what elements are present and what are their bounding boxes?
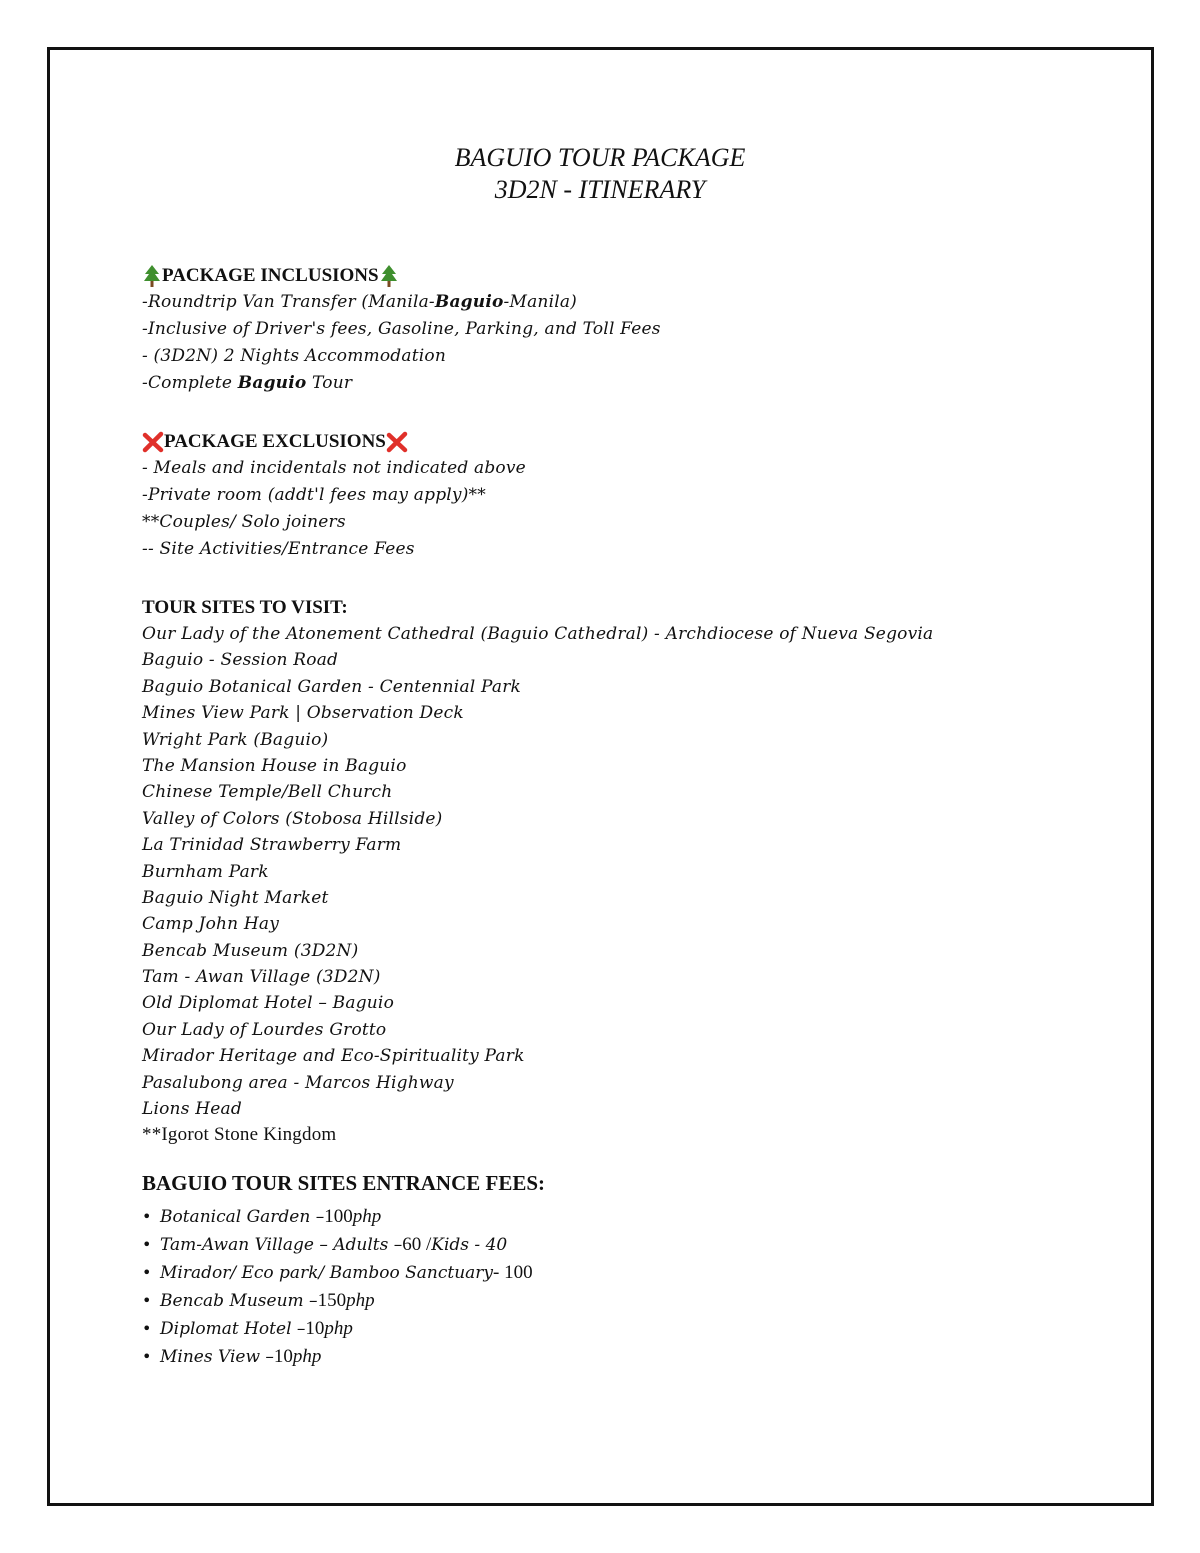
- list-item: - (3D2N) 2 Nights Accommodation: [142, 346, 446, 366]
- bullet-icon: •: [142, 1207, 152, 1226]
- bullet-icon: •: [142, 1291, 152, 1310]
- list-item: **Couples/ Solo joiners: [142, 512, 346, 532]
- list-item: Lions Head: [142, 1099, 242, 1120]
- list-item: - Meals and incidentals not indicated above: [142, 458, 526, 478]
- list-item: Valley of Colors (Stobosa Hillside): [142, 808, 443, 829]
- list-item: Baguio Night Market: [142, 887, 329, 908]
- list-item: Chinese Temple/Bell Church: [142, 782, 393, 803]
- list-item: Our Lady of the Atonement Cathedral (Baguio Cathedral) - Archdiocese of Nueva Segovia: [142, 624, 934, 644]
- fee-item: • Diplomat Hotel – 10 php: [142, 1315, 1102, 1343]
- tour-sites-heading: TOUR SITES TO VISIT:: [142, 597, 348, 618]
- list-item: Camp John Hay: [142, 914, 280, 935]
- list-item: Baguio - Session Road: [142, 650, 339, 671]
- list-item: Our Lady of Lourdes Grotto: [142, 1019, 387, 1040]
- exclusions-heading: [142, 428, 1102, 455]
- list-item: Mirador Heritage and Eco-Spirituality Park: [142, 1046, 525, 1067]
- list-item: Mines View Park | Observation Deck: [142, 703, 464, 724]
- list-item: -Complete Baguio Tour: [142, 373, 353, 393]
- list-item: Old Diplomat Hotel – Baguio: [142, 993, 394, 1014]
- exclusions-section: [142, 428, 1102, 563]
- inclusions-section: [142, 262, 1102, 397]
- bullet-icon: •: [142, 1319, 152, 1338]
- exclusions-heading-text: PACKAGE EXCLUSIONS: [164, 431, 386, 452]
- list-item: The Mansion House in Baguio: [142, 755, 407, 776]
- fee-item: • Mirador/ Eco park/ Bamboo Sanctuary - 100: [142, 1259, 1102, 1287]
- inclusions-heading-text: PACKAGE INCLUSIONS: [162, 265, 379, 286]
- tree-icon: [379, 264, 399, 288]
- list-item: La Trinidad Strawberry Farm: [142, 835, 402, 856]
- list-item: Pasalubong area - Marcos Highway: [142, 1072, 454, 1093]
- list-item: Burnham Park: [142, 861, 269, 882]
- fee-item: • Mines View – 10 php: [142, 1343, 1102, 1371]
- entrance-fees-heading: BAGUIO TOUR SITES ENTRANCE FEES:: [142, 1171, 545, 1195]
- fee-item: • Bencab Museum – 150 php: [142, 1287, 1102, 1315]
- x-mark-icon: [386, 431, 408, 453]
- bullet-icon: •: [142, 1263, 152, 1282]
- tour-sites-section: [142, 594, 1102, 1149]
- inclusions-heading: [142, 262, 1102, 289]
- list-item: Baguio Botanical Garden - Centennial Park: [142, 676, 522, 697]
- list-item: -- Site Activities/Entrance Fees: [142, 539, 415, 559]
- list-item-extra: **Igorot Stone Kingdom: [142, 1124, 337, 1146]
- fee-item: • Tam-Awan Village – Adults – 60 / Kids - 40: [142, 1231, 1102, 1259]
- document-subtitle: 3D2N - ITINERARY: [494, 175, 706, 204]
- tree-icon: [142, 264, 162, 288]
- list-item: -Roundtrip Van Transfer (Manila-Baguio-Manila): [142, 292, 578, 312]
- bullet-icon: •: [142, 1235, 152, 1254]
- list-item: -Private room (addt'l fees may apply)**: [142, 485, 486, 505]
- bullet-icon: •: [142, 1347, 152, 1366]
- list-item: Wright Park (Baguio): [142, 729, 329, 750]
- list-item: Bencab Museum (3D2N): [142, 940, 359, 961]
- list-item: -Inclusive of Driver's fees, Gasoline, Parking, and Toll Fees: [142, 319, 661, 339]
- entrance-fees-section: [142, 1170, 1102, 1371]
- document-title: BAGUIO TOUR PACKAGE: [454, 143, 746, 172]
- fee-item: • Botanical Garden – 100 php: [142, 1203, 1102, 1231]
- list-item: Tam - Awan Village (3D2N): [142, 967, 381, 988]
- x-mark-icon: [142, 431, 164, 453]
